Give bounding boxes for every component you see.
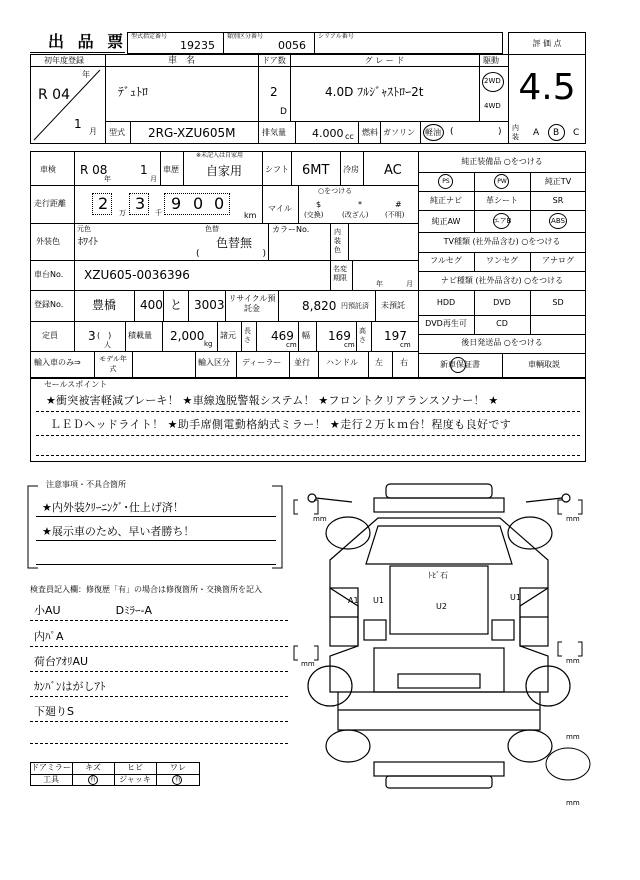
name-change-year: 年	[376, 280, 383, 288]
interior-grade-b: B	[553, 128, 560, 138]
length-value: 469	[271, 329, 294, 343]
month-unit: 月	[89, 127, 97, 136]
fuel-label: 燃料	[362, 128, 378, 137]
cc-unit: cc	[345, 132, 354, 141]
nav-hdd: HDD	[436, 298, 456, 307]
handle-label: ハンドル	[326, 358, 358, 367]
mileage-digit-1: 2	[98, 194, 109, 213]
notes-line-2: ★展示車のため、早い者勝ち！	[42, 525, 195, 538]
fuel-close: )	[498, 127, 502, 137]
equip-aw: 純正AW	[431, 217, 461, 226]
ac-value: AC	[384, 163, 402, 178]
mm-unit-fr: mm	[566, 515, 580, 523]
legend-tools: 工具	[43, 775, 59, 784]
inspector-line-1: 小AU Dﾐﾗｰ-A	[34, 604, 153, 617]
length-unit: cm	[286, 341, 297, 349]
later-manual: 車輌取説	[528, 360, 560, 369]
fuel-gasoline: ガソリン	[383, 128, 415, 137]
legend-scratch: キズ	[85, 763, 101, 772]
use-note: ※未記入は自家用	[196, 152, 244, 159]
category-code: 0056	[278, 39, 306, 52]
reg-class: 400	[140, 298, 163, 312]
equip-tv: 純正TV	[544, 177, 572, 186]
drive-2wd: 2WD	[484, 77, 501, 85]
altered-mark: *	[358, 200, 362, 209]
sales-label: セールスポイント	[44, 380, 108, 389]
reg-number: 3003	[194, 298, 225, 312]
length-label: 長さ	[244, 327, 251, 344]
doors-value: 2	[270, 85, 278, 99]
exchange-label: (交換)	[304, 211, 324, 219]
equip-abs: ABS	[551, 217, 565, 225]
handle-left: 左	[375, 358, 383, 367]
tv-fullseg: フルセグ	[430, 256, 462, 265]
shift-value: 6MT	[302, 163, 330, 178]
reg-region: 豊橋	[92, 298, 117, 312]
altered-label: (改ざん)	[342, 211, 369, 219]
equip-nav: 純正ナビ	[430, 196, 462, 205]
equip-sr: SR	[552, 196, 564, 205]
serial-label: シリアル番号	[318, 33, 354, 40]
later-title: 後日発送品 ○をつける	[461, 338, 543, 347]
interior-label: 内装	[512, 124, 519, 141]
fuel-diesel: 軽油	[425, 128, 441, 137]
mark-a1: A1	[348, 596, 359, 605]
fuel-open: (	[450, 127, 454, 137]
recycle-unpaid: 未預託	[381, 301, 405, 310]
shift-label: シフト	[265, 165, 289, 174]
sen-unit: 千	[155, 209, 162, 217]
mark-windshield: ﾄﾋﾞ石	[428, 571, 448, 580]
mileage-digit-4: 0	[193, 194, 204, 213]
type-value: 2RG-XZU605M	[148, 126, 236, 140]
equip-pw: PW	[497, 178, 507, 185]
nav-cd: CD	[496, 319, 508, 328]
name-change-day: 月	[406, 280, 413, 288]
import-type-label: 輸入区分	[198, 358, 230, 367]
legend-tools-yes: 有	[89, 776, 96, 783]
height-unit: cm	[400, 341, 411, 349]
equipment-title: 純正装備品 ○をつける	[461, 157, 543, 166]
mm-unit-rr: mm	[566, 657, 580, 665]
reg-label: 登録No.	[34, 300, 64, 309]
inspection-label: 車検	[40, 165, 56, 174]
displacement-value: 4.000	[312, 127, 344, 140]
ac-label: 冷房	[343, 165, 359, 174]
category-label: 類別区分番号	[227, 33, 264, 40]
model-year-label: モデル年式	[99, 355, 127, 373]
type-label: 型式	[109, 128, 125, 137]
mm-unit-extra: mm	[566, 799, 580, 807]
recycle-paid: 円預託済	[341, 302, 369, 310]
color-change-label: 色替	[205, 225, 219, 233]
mark-u2: U2	[436, 602, 447, 611]
equip-airbag: エアB	[492, 217, 512, 225]
sales-line-2: ＬＥＤヘッドライト！ ★助手席側電動格納式ミラー！ ★走行２万ｋｍ台！程度も良好です	[50, 418, 512, 431]
load-value: 2,000	[170, 329, 205, 343]
parallel-option: 並行	[294, 358, 310, 367]
width-unit: cm	[344, 341, 355, 349]
legend-door-mirror: ドアミラー	[31, 763, 71, 772]
nav-dvd-play: DVD再生可	[425, 319, 467, 328]
later-warranty: 新車保証書	[440, 360, 480, 369]
drive-label: 駆動	[483, 56, 499, 65]
width-label: 幅	[302, 331, 310, 340]
mm-unit-spare: mm	[566, 733, 580, 741]
first-reg-label: 初年度登録	[44, 56, 84, 65]
sales-line-1: ★衝突被害軽減ブレーキ！ ★車線逸脱警報システム！ ★フロントクリアランスソナー！ ★	[46, 394, 499, 407]
load-unit: kg	[204, 340, 213, 348]
inspection-value: R 08	[80, 163, 108, 177]
nav-sd: SD	[552, 298, 564, 307]
mark-u1-left: U1	[373, 596, 384, 605]
legend-break: ワレ	[170, 763, 186, 772]
model-code: 19235	[180, 39, 215, 52]
mileage-digit-5: 0	[214, 194, 225, 213]
truck-diagram	[290, 478, 600, 808]
nav-title: ナビ種類 (社外品含む) ○をつける	[440, 276, 564, 285]
unknown-mark: #	[395, 200, 402, 209]
inspector-line-2: 内ﾊﾟA	[34, 630, 64, 643]
color-change: 色替無	[216, 236, 253, 250]
mark-u1-right: U1	[510, 593, 521, 602]
inspector-line-3: 荷台ｱｵﾘAU	[34, 655, 89, 668]
handle-right: 右	[400, 358, 408, 367]
mm-unit-rl: mm	[301, 660, 315, 668]
legend-jack: ジャッキ	[119, 775, 151, 784]
notes-label: 注意事項・不具合箇所	[46, 480, 126, 489]
history-label: 車歴	[163, 165, 179, 174]
capacity-value: 3	[88, 329, 96, 343]
mileage-digit-3: 9	[171, 194, 182, 213]
equip-ps: PS	[442, 178, 450, 185]
dealer-option: ディーラー	[242, 358, 282, 367]
history-value: 自家用	[206, 164, 243, 178]
grade-value: 4.0D ﾌﾙｼﾞｬｽﾄﾛｰ2t	[325, 85, 424, 99]
drive-4wd: 4WD	[484, 102, 501, 110]
width-value: 169	[328, 329, 351, 343]
inspector-line-5: 下廻りS	[34, 705, 74, 718]
first-reg-era: R 04	[38, 87, 70, 103]
chassis-value: XZU605-0036396	[84, 268, 190, 282]
recycle-label: リサイクル預託金	[228, 294, 276, 313]
year-unit: 年	[82, 70, 90, 79]
exchange-mark: $	[316, 200, 322, 209]
grade-label: グ レ ー ド	[364, 56, 405, 65]
unknown-label: (不明)	[385, 211, 405, 219]
mile-label: マイル	[268, 204, 292, 213]
inspector-line-4: ｶﾝﾊﾞﾝはがしｱﾄ	[34, 680, 106, 693]
km-unit: km	[244, 211, 257, 220]
chassis-label: 車台No.	[34, 270, 64, 279]
original-color: ﾎﾜｲﾄ	[78, 237, 98, 248]
mm-unit-fl: mm	[313, 515, 327, 523]
first-reg-month: 1	[74, 117, 82, 131]
mileage-digit-2: 3	[135, 194, 146, 213]
inspection-month: 1	[140, 163, 148, 177]
import-label: 輸入車のみ⇒	[34, 358, 81, 367]
page-title: 出 品 票	[48, 32, 128, 51]
capacity-unit: 人	[104, 341, 111, 349]
model-code-label: 型式指定番号	[131, 33, 168, 40]
capacity-label: 定員	[42, 331, 58, 340]
dim-label: 諸元	[220, 331, 236, 340]
reg-kana: と	[170, 298, 183, 312]
color-label: 外装色	[36, 237, 60, 246]
doors-label: ドア数	[262, 56, 286, 65]
notes-line-1: ★内外装ｸﾘｰﾆﾝｸﾞ･仕上げ済！	[42, 501, 184, 514]
height-value: 197	[384, 329, 407, 343]
interior-color-label: 内装色	[334, 228, 341, 254]
nav-dvd: DVD	[493, 298, 511, 307]
interior-grade-a: A	[533, 128, 540, 138]
legend-crack: ヒビ	[127, 763, 143, 772]
interior-grade-c: C	[573, 128, 580, 138]
capacity-paren: ( )	[97, 331, 112, 340]
car-name: ﾃﾞｭﾄﾛ	[118, 85, 149, 99]
load-label: 積載量	[128, 331, 152, 340]
recycle-amount: 8,820	[302, 299, 337, 313]
color-change-paren: ( )	[196, 249, 267, 259]
car-name-label: 車 名	[167, 56, 195, 66]
color-code-label: カラーNo.	[272, 225, 310, 234]
score-label: 評 価 点	[532, 39, 562, 48]
tv-title: TV種類 (社外品含む) ○をつける	[443, 237, 561, 246]
original-color-label: 元色	[77, 225, 91, 233]
legend-jack-yes: 有	[174, 776, 181, 783]
equip-leather: 革シート	[486, 196, 518, 205]
height-label: 高さ	[359, 327, 366, 344]
mileage-label: 走行距離	[34, 199, 66, 208]
tv-analog: アナログ	[542, 256, 574, 265]
man-unit: 万	[119, 209, 126, 217]
displacement-label: 排気量	[262, 128, 286, 137]
inspector-label: 検査員記入欄：修復歴「有」の場合は修復箇所・交換箇所を記入	[30, 585, 262, 594]
name-change-label: 名変期限	[333, 265, 347, 282]
circle-note: ○をつける	[318, 187, 353, 195]
score-value: 4.5	[518, 67, 576, 108]
inspection-month-unit: 月	[150, 175, 157, 183]
door-suffix: D	[280, 107, 287, 117]
inspection-year-unit: 年	[104, 175, 111, 183]
tv-oneseg: ワンセグ	[486, 256, 518, 265]
